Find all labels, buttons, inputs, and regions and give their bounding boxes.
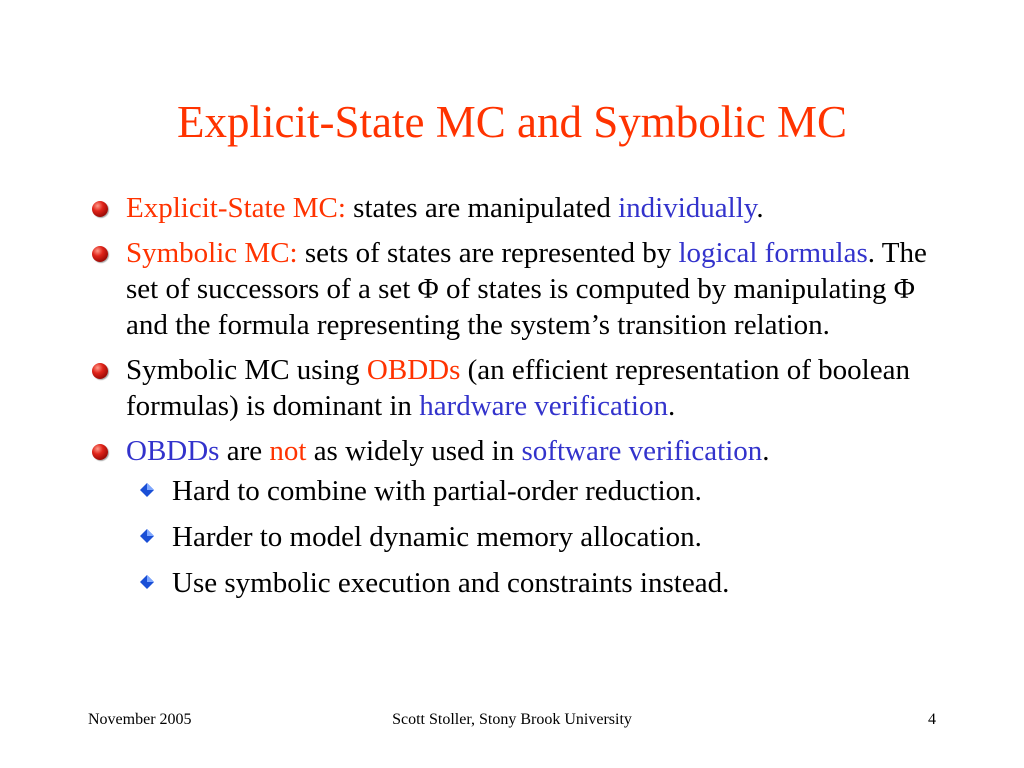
text-segment: . [756, 192, 764, 224]
text-segment: . [667, 390, 676, 422]
text-segment: . The set of successors of a set Φ of states is computed by manipulating Φ and the formula representing the system’s transition relation. [126, 237, 927, 341]
bullet-item-explicit-state [92, 190, 952, 226]
blue-diamond-bullet-icon [140, 529, 154, 543]
bullet-text [126, 237, 927, 341]
blue-diamond-bullet-icon [140, 483, 154, 497]
bullet-text [126, 192, 764, 224]
term-explicit-state-mc: Explicit-State MC: [126, 192, 346, 224]
bullet-item-obdds-hardware [92, 352, 952, 424]
text-segment: . [762, 435, 770, 467]
red-ball-bullet-icon [92, 246, 108, 262]
red-ball-bullet-icon [92, 444, 108, 460]
sub-bullet-list [126, 473, 952, 601]
sub-bullet-text: Harder to model dynamic memory allocation. [172, 521, 702, 553]
text-segment: as widely used in [306, 435, 522, 467]
term-hardware-verification: hardware verification [419, 390, 668, 422]
bullet-text [126, 435, 770, 467]
sub-bullet-text: Hard to combine with partial-order reduction. [172, 475, 702, 507]
sub-bullet-text: Use symbolic execution and constraints instead. [172, 567, 730, 599]
footer-author: Scott Stoller, Stony Brook University [392, 711, 632, 728]
footer-date: November 2005 [88, 711, 192, 728]
term-not: not [269, 435, 307, 467]
red-ball-bullet-icon [92, 363, 108, 379]
term-logical-formulas: logical formulas [678, 237, 868, 269]
blue-diamond-bullet-icon [140, 575, 154, 589]
slide-title: Explicit-State MC and Symbolic MC [177, 97, 847, 147]
text-segment: are [219, 435, 270, 467]
text-segment: (an efficient representation of boolean formulas) is dominant in [126, 354, 910, 422]
footer-page-number: 4 [928, 711, 936, 728]
term-symbolic-mc: Symbolic MC: [126, 237, 298, 269]
text-segment: Symbolic MC using [126, 354, 367, 386]
text-segment: sets of states are represented by [297, 237, 679, 269]
sub-bullet-item [138, 473, 952, 509]
red-ball-bullet-icon [92, 201, 108, 217]
bullet-list [92, 190, 952, 611]
bullet-item-obdds-software [92, 433, 952, 601]
bullet-item-symbolic-mc [92, 235, 952, 343]
text-segment: states are manipulated [345, 192, 619, 224]
sub-bullet-item [138, 565, 952, 601]
bullet-text [126, 354, 910, 422]
term-software-verification: software verification [521, 435, 763, 467]
term-obdds: OBDDs [366, 354, 461, 386]
term-individually: individually [618, 192, 757, 224]
sub-bullet-item [138, 519, 952, 555]
term-obdds: OBDDs [126, 435, 220, 467]
